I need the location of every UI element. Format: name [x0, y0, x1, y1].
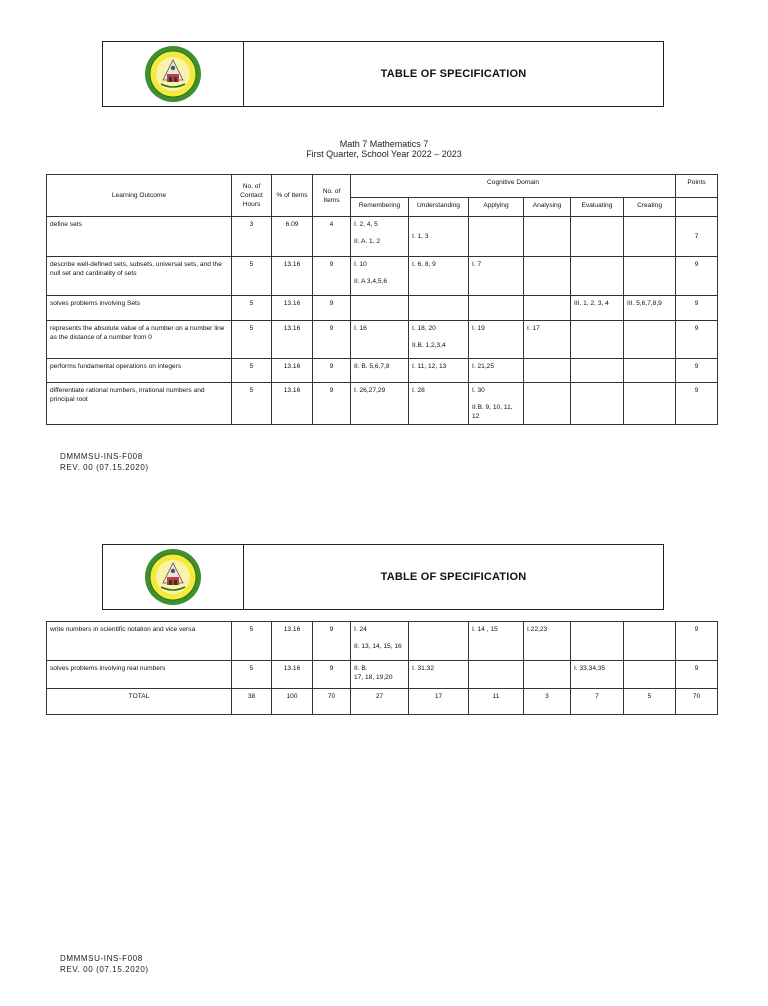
evaluating-cell [571, 622, 624, 661]
col-applying: Applying [469, 198, 524, 217]
points-cell: 9 [676, 321, 718, 359]
university-seal-icon [143, 44, 203, 104]
remembering-cell [351, 622, 409, 661]
outcome-cell: represents the absolute value of a number on a number line as the distance of a number from 0 [47, 321, 232, 359]
remembering-cell: I. 16 [351, 321, 409, 359]
col-contact-hours: No. of Contact Hours [232, 175, 272, 217]
applying-cell: I. 19 [469, 321, 524, 359]
applying-cell: I. 7 [469, 257, 524, 296]
analysing-cell [524, 383, 571, 425]
pct-cell: 13.16 [272, 383, 313, 425]
document-title: TABLE OF SPECIFICATION [380, 68, 527, 80]
remembering-cell: II. B. 5,6,7,8 [351, 359, 409, 383]
hours-cell: 5 [232, 321, 272, 359]
analysing-cell [524, 217, 571, 257]
specification-table-continued [46, 621, 718, 715]
understanding-cell: I. 6, 8, 9 [409, 257, 469, 296]
pct-cell: 13.16 [272, 257, 313, 296]
total-hours: 38 [232, 689, 272, 715]
table-row [47, 622, 718, 661]
col-points: Points [676, 175, 718, 198]
applying-cell: I. 21,25 [469, 359, 524, 383]
creating-cell [624, 359, 676, 383]
total-items: 70 [313, 689, 351, 715]
table-row [47, 257, 718, 296]
quarter-line: First Quarter, School Year 2022 – 2023 [306, 149, 462, 159]
evaluating-cell [571, 359, 624, 383]
table-row [47, 321, 718, 359]
rem-line: I. 24 [354, 626, 367, 633]
rem-line-2: II. A 3,4,5,6 [354, 278, 387, 285]
items-cell: 9 [313, 257, 351, 296]
understanding-cell [409, 622, 469, 661]
revision-label: REV. 00 (07.15.2020) [60, 965, 149, 974]
analysing-cell [524, 359, 571, 383]
items-cell: 9 [313, 661, 351, 689]
rem-line-2: II. 13, 14, 15, 16 [354, 643, 402, 650]
table-row [47, 359, 718, 383]
col-creating: Creating [624, 198, 676, 217]
hours-cell: 5 [232, 257, 272, 296]
applying-cell [469, 661, 524, 689]
creating-cell [624, 622, 676, 661]
remembering-cell [351, 661, 409, 689]
creating-cell [624, 217, 676, 257]
total-remembering: 27 [351, 689, 409, 715]
header-box-page2 [102, 544, 664, 610]
header-box-page1 [102, 41, 664, 107]
items-cell: 4 [313, 217, 351, 257]
app-line-2: II.B. 9, 10, 11, 12 [472, 404, 513, 420]
table-row [47, 661, 718, 689]
creating-cell [624, 383, 676, 425]
remembering-cell [351, 257, 409, 296]
evaluating-cell: I. 33,34,35 [571, 661, 624, 689]
rem-line-2: 17, 18, 19,20 [354, 674, 393, 681]
total-label: TOTAL [47, 689, 232, 715]
pct-cell: 13.16 [272, 359, 313, 383]
evaluating-cell [571, 321, 624, 359]
evaluating-cell [571, 257, 624, 296]
items-cell: 9 [313, 622, 351, 661]
pct-cell: 13.16 [272, 661, 313, 689]
remembering-cell [351, 217, 409, 257]
remembering-cell: I. 26,27,29 [351, 383, 409, 425]
analysing-cell [524, 296, 571, 321]
total-row [47, 689, 718, 715]
pct-cell: 13.16 [272, 321, 313, 359]
points-cell: 9 [676, 257, 718, 296]
analysing-cell: I. 17 [524, 321, 571, 359]
creating-cell [624, 257, 676, 296]
outcome-cell: differentiate rational numbers, irrational numbers and principal root [47, 383, 232, 425]
total-analysing: 3 [524, 689, 571, 715]
hours-cell: 5 [232, 383, 272, 425]
total-pct: 100 [272, 689, 313, 715]
outcome-cell: solves problems involving Sets [47, 296, 232, 321]
document-title: TABLE OF SPECIFICATION [380, 571, 527, 583]
col-analysing: Analysing [524, 198, 571, 217]
hours-cell: 5 [232, 296, 272, 321]
col-learning-outcome: Learning Outcome [47, 175, 232, 217]
hours-cell: 5 [232, 622, 272, 661]
und-line-2: II.B. 1,2,3,4 [412, 342, 446, 349]
col-cognitive-domain: Cognitive Domain [351, 175, 676, 198]
items-cell: 9 [313, 296, 351, 321]
col-no-items: No. of Items [313, 175, 351, 217]
outcome-cell: define sets [47, 217, 232, 257]
understanding-cell [409, 321, 469, 359]
understanding-cell: I. 28 [409, 383, 469, 425]
applying-cell [469, 296, 524, 321]
hours-cell: 5 [232, 661, 272, 689]
pct-cell: 13.16 [272, 296, 313, 321]
outcome-cell: solves problems involving real numbers [47, 661, 232, 689]
rem-line: II. B. [354, 665, 368, 672]
hours-cell: 5 [232, 359, 272, 383]
points-cell: 9 [676, 661, 718, 689]
pct-cell: 6.09 [272, 217, 313, 257]
outcome-cell: write numbers in scientific notation and vice versa [47, 622, 232, 661]
rem-line-2: II. A. 1, 2 [354, 238, 381, 245]
und-line: I. 18, 20 [412, 325, 436, 332]
table-row [47, 383, 718, 425]
points-cell: 9 [676, 383, 718, 425]
rem-line: I. 10 [354, 261, 367, 268]
creating-cell [624, 661, 676, 689]
analysing-cell [524, 661, 571, 689]
col-pct-items: % of Items [272, 175, 313, 217]
applying-cell [469, 217, 524, 257]
evaluating-cell [571, 383, 624, 425]
total-creating: 5 [624, 689, 676, 715]
total-points: 70 [676, 689, 718, 715]
rem-line: I. 2, 4, 5 [354, 221, 378, 228]
applying-cell: I. 14 , 15 [469, 622, 524, 661]
pct-cell: 13.16 [272, 622, 313, 661]
points-cell: 9 [676, 296, 718, 321]
col-evaluating: Evaluating [571, 198, 624, 217]
col-understanding: Understanding [409, 198, 469, 217]
header-row [47, 175, 718, 198]
points-cell: 7 [676, 217, 718, 257]
understanding-cell [409, 296, 469, 321]
creating-cell: III. 5,6,7,8,9 [624, 296, 676, 321]
items-cell: 9 [313, 359, 351, 383]
university-seal-icon [143, 547, 203, 607]
total-applying: 11 [469, 689, 524, 715]
applying-cell [469, 383, 524, 425]
revision-label: REV. 00 (07.15.2020) [60, 463, 149, 472]
table-row [47, 217, 718, 257]
points-cell: 9 [676, 622, 718, 661]
app-line: I. 30 [472, 387, 485, 394]
form-code: DMMMSU-INS-F008 [60, 954, 143, 963]
analysing-cell [524, 257, 571, 296]
points-cell: 9 [676, 359, 718, 383]
evaluating-cell [571, 217, 624, 257]
points-blank [676, 198, 718, 217]
outcome-cell: performs fundamental operations on integers [47, 359, 232, 383]
understanding-cell: I. 1, 3 [409, 217, 469, 257]
items-cell: 9 [313, 321, 351, 359]
logo-cell [103, 545, 244, 609]
table-row [47, 296, 718, 321]
understanding-cell: I. 11, 12, 13 [409, 359, 469, 383]
creating-cell [624, 321, 676, 359]
total-understanding: 17 [409, 689, 469, 715]
form-code: DMMMSU-INS-F008 [60, 452, 143, 461]
subject-line: Math 7 Mathematics 7 [339, 139, 429, 149]
evaluating-cell: III. 1, 2, 3, 4 [571, 296, 624, 321]
outcome-cell: describe well-defined sets, subsets, universal sets, and the null set and cardinality of sets [47, 257, 232, 296]
col-remembering: Remembering [351, 198, 409, 217]
understanding-cell: I. 31,32 [409, 661, 469, 689]
hours-cell: 3 [232, 217, 272, 257]
analysing-cell: I.22,23 [524, 622, 571, 661]
logo-cell [103, 42, 244, 106]
items-cell: 9 [313, 383, 351, 425]
specification-table [46, 174, 718, 425]
remembering-cell [351, 296, 409, 321]
total-evaluating: 7 [571, 689, 624, 715]
